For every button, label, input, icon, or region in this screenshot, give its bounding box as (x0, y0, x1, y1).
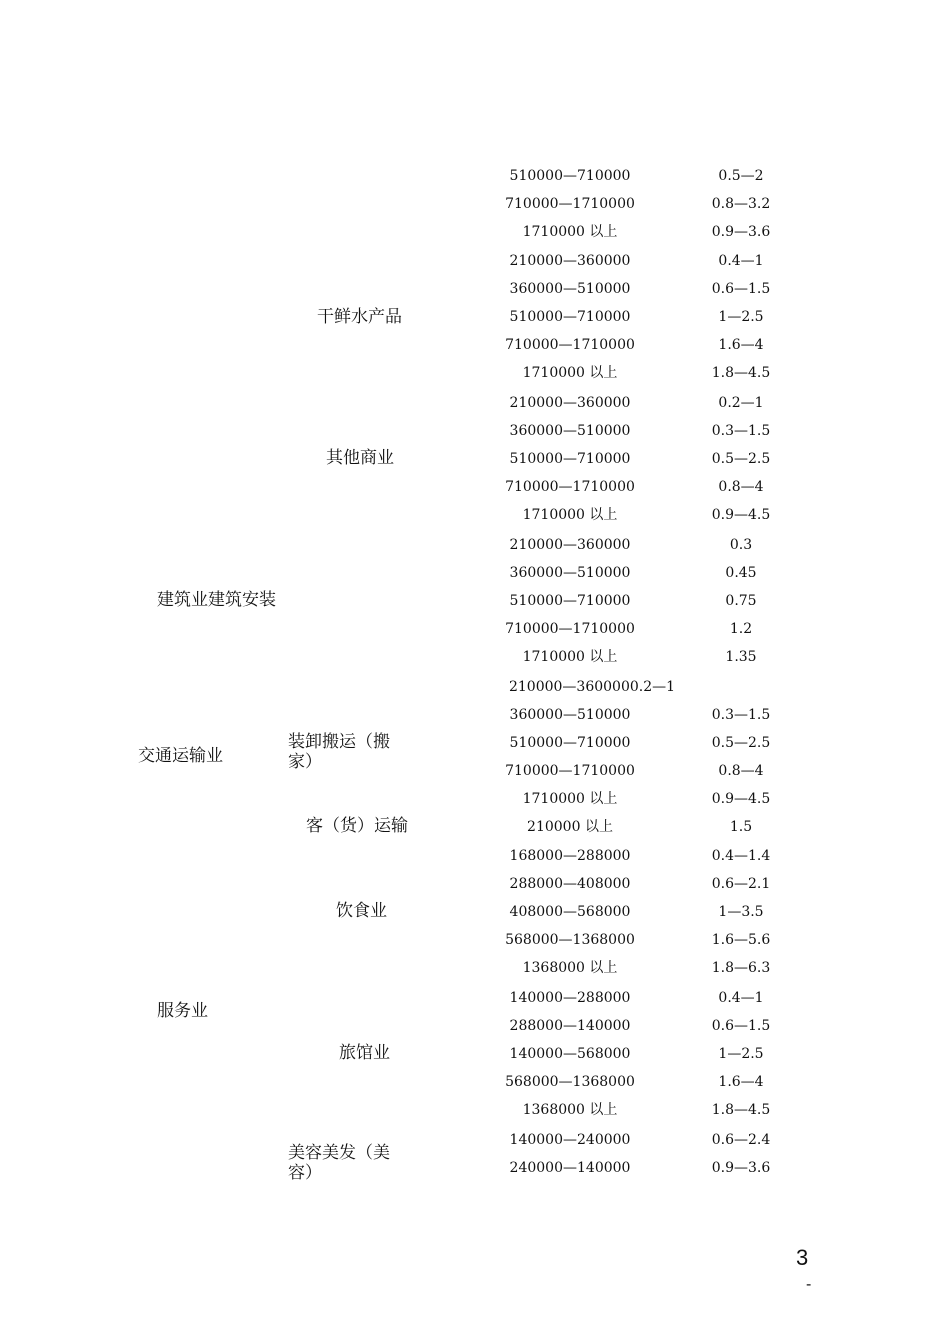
row-range: 210000—3600000.2—1 (508, 679, 676, 695)
subcategory-other-commerce: 其他商业 (326, 448, 394, 468)
row-range: 210000—360000 (509, 537, 631, 553)
page-number-dash: - (806, 1276, 812, 1293)
category-service: 服务业 (157, 1001, 208, 1021)
subcategory-beauty: 美容美发（美容） (288, 1143, 390, 1183)
row-range: 510000—710000 (509, 593, 631, 609)
row-range: 360000—510000 (509, 423, 631, 439)
row-range: 408000—568000 (509, 904, 631, 920)
row-range: 288000—140000 (509, 1018, 631, 1034)
row-rate: 0.45 (725, 565, 757, 581)
row-rate: 0.9—3.6 (711, 1160, 771, 1176)
row-rate: 0.6—1.5 (711, 281, 771, 297)
row-rate: 0.5—2 (718, 168, 764, 184)
row-rate: 1.8—6.3 (711, 960, 771, 976)
row-range: 140000—288000 (509, 990, 631, 1006)
row-range: 360000—510000 (509, 565, 631, 581)
row-rate: 0.6—2.4 (711, 1132, 771, 1148)
row-range: 568000—1368000 (505, 932, 635, 948)
row-rate: 1.6—5.6 (711, 932, 771, 948)
row-rate: 0.5—2.5 (711, 451, 771, 467)
row-rate: 0.8—4 (718, 763, 764, 779)
row-rate: 1—2.5 (718, 1046, 764, 1062)
row-rate: 0.3—1.5 (711, 423, 771, 439)
row-range: 1368000 以上 (522, 960, 618, 976)
row-range: 1710000 以上 (522, 791, 618, 807)
row-range: 710000—1710000 (505, 337, 635, 353)
row-range: 568000—1368000 (505, 1074, 635, 1090)
row-rate: 0.8—3.2 (711, 196, 771, 212)
row-rate: 0.9—4.5 (711, 791, 771, 807)
row-rate: 0.4—1 (718, 990, 764, 1006)
row-rate: 1—3.5 (718, 904, 764, 920)
row-range: 140000—240000 (509, 1132, 631, 1148)
row-range: 1710000 以上 (522, 224, 618, 240)
row-range: 240000—140000 (509, 1160, 631, 1176)
category-construction: 建筑业建筑安装 (157, 590, 276, 610)
row-rate: 1.8—4.5 (711, 1102, 771, 1118)
row-range: 710000—1710000 (505, 479, 635, 495)
row-rate: 0.4—1.4 (711, 848, 771, 864)
row-rate: 0.75 (725, 593, 757, 609)
row-rate: 0.3 (729, 537, 753, 553)
row-range: 510000—710000 (509, 168, 631, 184)
row-range: 360000—510000 (509, 281, 631, 297)
row-range: 710000—1710000 (505, 621, 635, 637)
subcategory-seafood: 干鲜水产品 (317, 307, 402, 327)
row-range: 510000—710000 (509, 309, 631, 325)
row-range: 210000—360000 (509, 395, 631, 411)
row-range: 140000—568000 (509, 1046, 631, 1062)
row-rate: 0.6—2.1 (711, 876, 771, 892)
row-range: 1368000 以上 (522, 1102, 618, 1118)
row-range: 210000 以上 (527, 819, 613, 835)
row-rate: 0.2—1 (718, 395, 764, 411)
row-range: 710000—1710000 (505, 763, 635, 779)
subcategory-passenger-freight: 客（货）运输 (306, 816, 408, 836)
row-range: 1710000 以上 (522, 365, 618, 381)
row-rate: 0.4—1 (718, 253, 764, 269)
row-rate: 0.9—3.6 (711, 224, 771, 240)
row-range: 510000—710000 (509, 735, 631, 751)
row-rate: 1.2 (729, 621, 753, 637)
row-rate: 0.3—1.5 (711, 707, 771, 723)
row-range: 168000—288000 (509, 848, 631, 864)
row-range: 510000—710000 (509, 451, 631, 467)
row-rate: 0.6—1.5 (711, 1018, 771, 1034)
row-rate: 0.5—2.5 (711, 735, 771, 751)
row-rate: 0.8—4 (718, 479, 764, 495)
subcategory-catering: 饮食业 (336, 901, 387, 921)
row-range: 1710000 以上 (522, 507, 618, 523)
subcategory-loading: 装卸搬运（搬家） (288, 732, 390, 772)
row-rate: 1.8—4.5 (711, 365, 771, 381)
row-rate: 1.35 (725, 649, 757, 665)
row-rate: 1.6—4 (718, 1074, 764, 1090)
row-rate: 1.5 (729, 819, 753, 835)
row-rate: 1—2.5 (718, 309, 764, 325)
row-range: 288000—408000 (509, 876, 631, 892)
row-rate: 0.9—4.5 (711, 507, 771, 523)
row-range: 210000—360000 (509, 253, 631, 269)
category-transport: 交通运输业 (138, 746, 223, 766)
subcategory-hotel: 旅馆业 (339, 1043, 390, 1063)
row-range: 710000—1710000 (505, 196, 635, 212)
row-range: 1710000 以上 (522, 649, 618, 665)
row-rate: 1.6—4 (718, 337, 764, 353)
page-number: 3 (796, 1245, 809, 1270)
row-range: 360000—510000 (509, 707, 631, 723)
